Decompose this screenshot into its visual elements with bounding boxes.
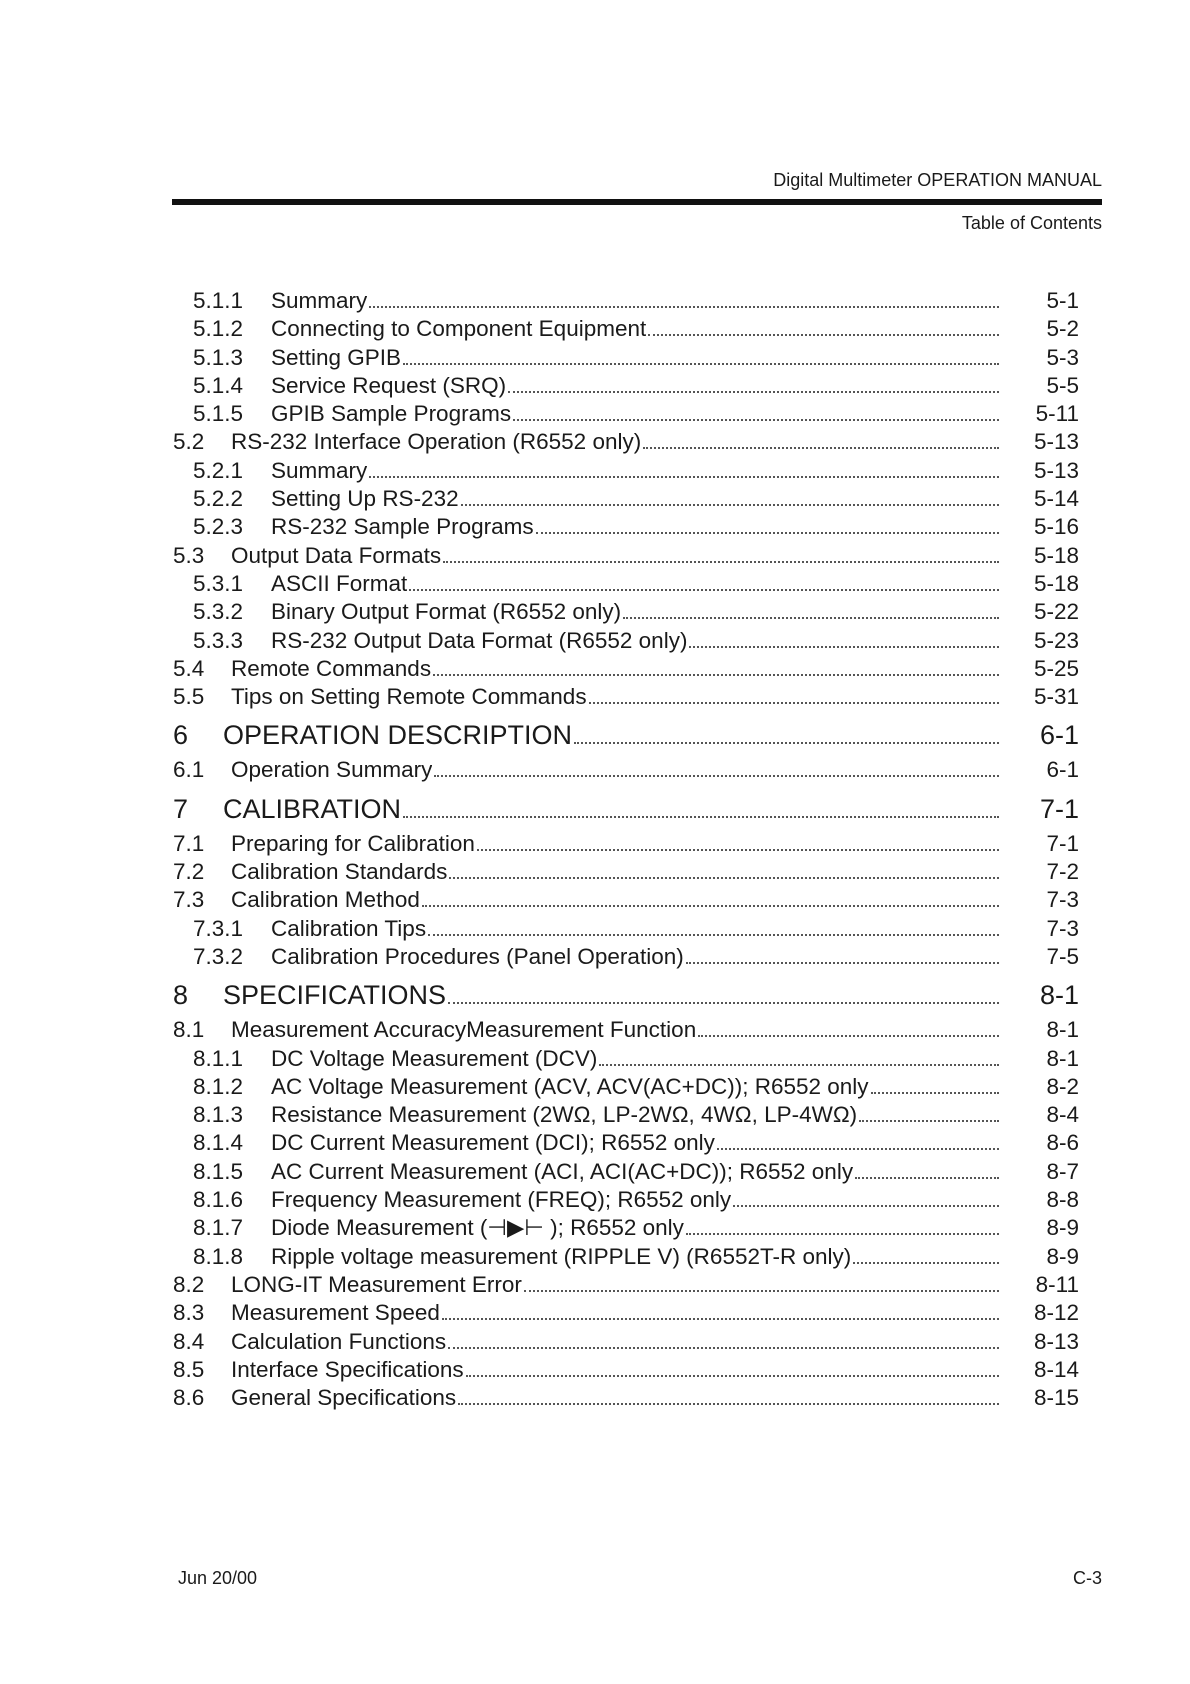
toc-entry[interactable] [173,831,1079,859]
toc-entry-title: Calibration Procedures (Panel Operation) [271,943,684,969]
toc-entry-title: Setting Up RS-232 [271,486,459,512]
toc-entry-page: 5-2 [1046,316,1079,342]
toc-entry-number: 5.4 [173,655,205,681]
toc-entry-title: DC Current Measurement (DCI); R6552 only [271,1130,715,1156]
toc-entry-title: Ripple voltage measurement (RIPPLE V) (R6552T-R only) [271,1243,852,1269]
toc-entry-page: 8-1 [1039,980,1079,1011]
toc-entry-title: OPERATION DESCRIPTION [223,720,573,751]
toc-entry[interactable] [173,1385,1079,1413]
toc-entry-number: 7.2 [173,859,205,885]
toc-entry[interactable] [173,514,1079,542]
toc-entry-number: 8.3 [173,1300,205,1326]
toc-entry[interactable] [173,486,1079,514]
toc-entry-title: General Specifications [231,1385,457,1411]
dot-leader [461,504,999,506]
toc-entry[interactable] [173,757,1079,785]
toc-entry-page: 5-31 [1033,684,1079,710]
toc-entry-number: 5.1.2 [193,316,244,342]
manual-title: Digital Multimeter OPERATION MANUAL [773,170,1102,190]
dot-leader [853,1262,999,1264]
toc-entry[interactable] [173,373,1079,401]
toc-entry-page: 8-14 [1033,1356,1079,1382]
toc-entry-page: 7-3 [1046,915,1079,941]
toc-entry-number: 8.1 [173,1017,205,1043]
toc-entry[interactable] [173,972,1079,1017]
toc-entry[interactable] [173,684,1079,712]
dot-leader [403,816,999,818]
toc-entry-title: Preparing for Calibration [231,830,475,856]
toc-entry-page: 7-5 [1046,943,1079,969]
toc-entry[interactable] [173,656,1079,684]
dot-leader [524,1290,999,1292]
toc-entry-number: 7.3.2 [193,943,244,969]
toc-entry-number: 8.1.3 [193,1102,244,1128]
dot-leader [477,849,999,851]
toc-entry-page: 5-16 [1033,514,1079,540]
toc-entry-number: 8.1.7 [193,1215,244,1241]
toc-entry-title: Remote Commands [231,655,432,681]
toc-entry-title: Calibration Method [231,887,420,913]
toc-entry-page: 5-23 [1033,627,1079,653]
toc-entry-number: 5.2.1 [193,457,244,483]
toc-entry-number: 7 [173,793,189,824]
dot-leader [733,1205,999,1207]
dot-leader [448,1002,999,1004]
toc-entry-page: 5-3 [1046,344,1079,370]
toc-entry[interactable] [173,887,1079,915]
dot-leader [686,1233,999,1235]
footer-page-number: C-3 [1072,1568,1102,1588]
toc-entry[interactable] [173,401,1079,429]
toc-entry-number: 5.1.1 [193,288,244,313]
toc-entry-title: GPIB Sample Programs [271,401,512,427]
toc-entry-number: 8.6 [173,1385,205,1411]
toc-entry-number: 8 [173,980,189,1011]
toc-entry-page: 5-1 [1046,288,1079,313]
dot-leader [513,419,999,421]
toc-entry[interactable] [173,628,1079,656]
toc-entry[interactable] [173,786,1079,831]
toc-entry-page: 8-11 [1035,1271,1079,1297]
toc-entry-number: 8.1.2 [193,1073,244,1099]
dot-leader [855,1177,999,1179]
dot-leader [434,775,999,777]
toc-entry-page: 8-4 [1046,1102,1079,1128]
toc-entry-title: Service Request (SRQ) [271,372,507,398]
toc-entry-number: 5.1.4 [193,372,244,398]
dot-leader [871,1092,999,1094]
toc-entry[interactable] [173,571,1079,599]
toc-entry-number: 6 [173,720,189,751]
toc-entry-title: Frequency Measurement (FREQ); R6552 only [271,1187,732,1213]
toc-entry-number: 5.1.3 [193,344,244,370]
toc-entry-page: 8-12 [1033,1300,1079,1326]
toc-entry-page: 5-18 [1033,542,1079,568]
toc-entry[interactable] [173,316,1079,344]
dot-leader [536,532,999,534]
toc-entry[interactable] [173,1272,1079,1300]
toc-entry-page: 7-3 [1046,887,1079,913]
toc-entry-title: Summary [271,457,368,483]
toc-entry-number: 8.1.4 [193,1130,244,1156]
toc-entry[interactable] [173,1130,1079,1158]
toc-entry[interactable] [173,345,1079,373]
toc-entry-title: Setting GPIB [271,344,402,370]
dot-leader [433,674,999,676]
toc-entry-title: DC Voltage Measurement (DCV) [271,1045,598,1071]
toc-entry-number: 5.3 [173,542,205,568]
toc-entry-number: 7.1 [173,830,205,856]
toc-entry[interactable] [173,1187,1079,1215]
toc-entry-number: 5.1.5 [193,401,244,427]
toc-entry-title: Summary [271,288,368,313]
toc-entry-number: 8.4 [173,1328,205,1354]
toc-entry-number: 5.3.2 [193,599,244,625]
toc-entry-number: 5.5 [173,684,205,710]
toc-entry-number: 8.1.6 [193,1187,244,1213]
toc-entry[interactable] [173,1244,1079,1272]
toc-entry-title: AC Voltage Measurement (ACV, ACV(AC+DC)); R6552 only [271,1073,869,1099]
toc-entry[interactable] [173,458,1079,486]
toc-entry-title: Measurement Speed [231,1300,440,1326]
toc-entry-title: SPECIFICATIONS [223,980,447,1011]
toc-entry-title: Diode Measurement (⊣▶⊢ ); R6552 only [271,1215,684,1241]
dot-leader [442,1318,999,1320]
toc-entry-title: Measurement AccuracyMeasurement Function [231,1017,697,1043]
toc-entry[interactable] [173,1357,1079,1385]
toc-entry[interactable] [173,1159,1079,1187]
toc-entry-title: AC Current Measurement (ACI, ACI(AC+DC)); R6552 only [271,1158,854,1184]
dot-leader [599,1064,999,1066]
toc-entry-title: Operation Summary [231,757,433,783]
dot-leader [643,447,999,449]
toc-entry-page: 7-1 [1046,830,1079,856]
section-title: Table of Contents [961,213,1102,233]
dot-leader [698,1035,999,1037]
toc-entry-title: Calibration Tips [271,915,427,941]
toc-entry[interactable] [173,1046,1079,1074]
toc-entry-title: RS-232 Output Data Format (R6552 only) [271,627,688,653]
toc-entry-page: 5-11 [1035,401,1079,427]
toc-entry-page: 8-2 [1046,1073,1079,1099]
toc-entry-title: Resistance Measurement (2WΩ, LP-2WΩ, 4WΩ, LP-4WΩ) [271,1102,858,1128]
toc-entry-title: RS-232 Sample Programs [271,514,534,540]
toc-entry-number: 7.3.1 [193,915,244,941]
toc-entry-number: 7.3 [173,887,205,913]
footer-date: Jun 20/00 [178,1568,258,1588]
toc-entry[interactable] [173,1300,1079,1328]
toc-entry-title: LONG-IT Measurement Error [231,1271,522,1297]
toc-entry-title: Binary Output Format (R6552 only) [271,599,622,625]
dot-leader [443,561,999,563]
toc-entry-page: 8-13 [1033,1328,1079,1354]
toc-entry-title: Tips on Setting Remote Commands [231,684,587,710]
toc-entry-page: 8-7 [1046,1158,1079,1184]
toc-entry-number: 5.2 [173,429,205,455]
dot-leader [859,1120,999,1122]
toc-entry-page: 5-25 [1033,655,1079,681]
toc-entry[interactable] [173,1074,1079,1102]
dot-leader [369,306,999,308]
toc-entry[interactable] [173,944,1079,972]
dot-leader [449,877,999,879]
toc-entry[interactable] [173,859,1079,887]
toc-entry-page: 7-1 [1039,793,1079,824]
table-of-contents [173,288,1079,1413]
toc-entry-title: Calibration Standards [231,859,448,885]
dot-leader [689,646,999,648]
toc-entry-title: Connecting to Component Equipment [271,316,647,342]
toc-entry-page: 5-13 [1033,429,1079,455]
toc-entry[interactable] [173,429,1079,457]
toc-entry-title: CALIBRATION [223,793,402,824]
toc-entry-number: 5.2.3 [193,514,244,540]
toc-entry[interactable] [173,1102,1079,1130]
toc-entry[interactable] [173,1215,1079,1243]
toc-entry-page: 5-13 [1033,457,1079,483]
toc-entry-title: Calculation Functions [231,1328,447,1354]
toc-entry-page: 6-1 [1046,757,1079,783]
toc-entry-page: 8-15 [1033,1385,1079,1411]
dot-leader [717,1148,999,1150]
dot-leader [369,476,999,478]
toc-entry-page: 7-2 [1046,859,1079,885]
toc-entry-title: Output Data Formats [231,542,442,568]
toc-entry[interactable] [173,543,1079,571]
toc-entry-title: Interface Specifications [231,1356,464,1382]
toc-entry[interactable] [173,1017,1079,1045]
dot-leader [623,617,999,619]
toc-entry-number: 8.1.5 [193,1158,244,1184]
toc-entry-number: 5.3.1 [193,570,244,596]
toc-entry-title: ASCII Format [271,570,408,596]
toc-entry-page: 5-14 [1033,486,1079,512]
toc-entry-number: 5.3.3 [193,627,244,653]
toc-entry[interactable] [173,599,1079,627]
dot-leader [508,391,999,393]
dot-leader [409,589,999,591]
toc-entry-page: 8-1 [1046,1017,1079,1043]
toc-entry-page: 5-18 [1033,570,1079,596]
dot-leader [648,334,999,336]
toc-entry[interactable] [173,1329,1079,1357]
dot-leader [422,905,999,907]
toc-entry[interactable] [173,288,1079,316]
toc-entry-number: 8.2 [173,1271,205,1297]
toc-entry-page: 6-1 [1039,720,1079,751]
dot-leader [589,702,999,704]
dot-leader [448,1347,999,1349]
toc-entry-number: 8.1.8 [193,1243,244,1269]
dot-leader [403,363,999,365]
header-rule [172,199,1102,205]
toc-entry-page: 5-22 [1033,599,1079,625]
toc-entry-number: 5.2.2 [193,486,244,512]
toc-entry-number: 6.1 [173,757,205,783]
toc-entry-page: 8-9 [1046,1215,1079,1241]
toc-entry-number: 8.5 [173,1356,205,1382]
toc-entry-page: 8-8 [1046,1187,1079,1213]
toc-entry[interactable] [173,916,1079,944]
toc-entry-page: 8-1 [1046,1045,1079,1071]
dot-leader [686,962,999,964]
toc-entry-page: 8-6 [1046,1130,1079,1156]
toc-entry-page: 8-9 [1046,1243,1079,1269]
dot-leader [574,742,999,744]
dot-leader [458,1403,999,1405]
toc-entry[interactable] [173,712,1079,757]
toc-entry-page: 5-5 [1046,372,1079,398]
toc-entry-number: 8.1.1 [193,1045,244,1071]
dot-leader [466,1375,999,1377]
dot-leader [428,934,999,936]
toc-entry-title: RS-232 Interface Operation (R6552 only) [231,429,642,455]
